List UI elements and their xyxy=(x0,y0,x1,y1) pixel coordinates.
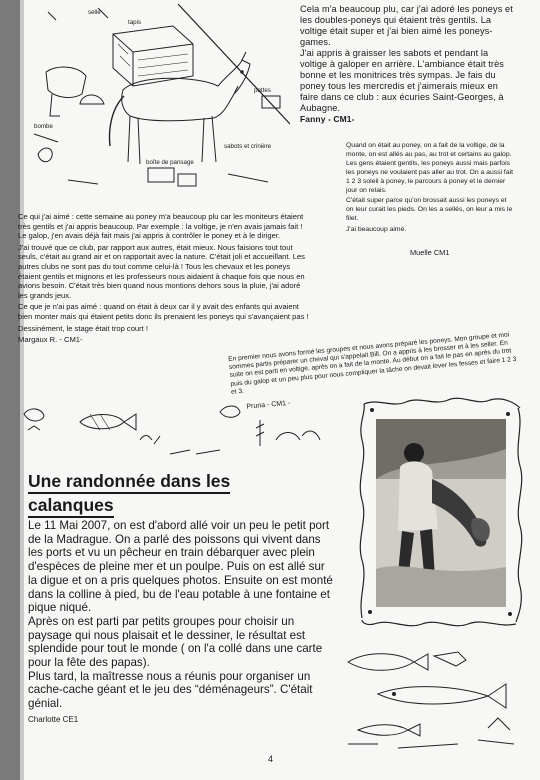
paragraph: Après on est parti par petits groupes pour choisir un paysage qui nous plaisait et le dessiner, le résultat est splendide pour tout le monde ( on l'a collé dans une carte pour la fête des papas). xyxy=(28,614,323,670)
paragraph: En premier nous avons formé les groupes et nous avons préparé les poneys. Mon groupe et moi sommes partis préparer un cheval qui s'appelait Bill. On a appris à les brosser et à les seller. En suite on est parti en voltige, après on a fait de la monte. Au début on a fait le pas en après du trot puis du galop et un peu plus pour nous compliquer la tâche on devait lever les fesses et faire 1 2 3 et 3. xyxy=(228,331,517,396)
page-number: 4 xyxy=(268,754,274,764)
paragraph: Ce qui j'ai aimé : cette semaine au poney m'a beaucoup plu car les moniteurs étaient très gentils et j'ai appris beaucoup. Par exemple : la voltige, je n'en avais jamais fait ! Le galop, j'en avais déjà fait mais j'ai appris à contrôler le poney et à le diriger. xyxy=(18,212,304,241)
photo xyxy=(376,419,506,607)
fish-icon xyxy=(358,725,408,736)
paragraph: Dessinément, le stage était trop court ! xyxy=(18,323,149,333)
paragraph: Quand on était au poney, on a fait de la voltige, de la monte, on est allés au pas, au trot et certains au galop. Les gens étaient gentils, les poneys aussi mais parfois les poneys ne voulaient pas aller au trot. On a aussi fait 1 2 3 soleil à poney, le parcours à poney et le dernier jour on relais. xyxy=(346,142,513,194)
article-body xyxy=(28,519,333,727)
signature: Charlotte CE1 xyxy=(28,714,79,724)
sketch-label-4: tapis xyxy=(128,19,142,26)
article-title-line1: Une randonnée dans les xyxy=(28,470,230,494)
paragraph: J'ai appris à graisser les sabots et pendant la voltige à galoper en arrière. L'ambiance était très bonne et les monitrices très sympas. Je fais du poney tous les mercredis et j'aimerais mieux en faire dans ce club : aux écuries Saint-Georges, à Aubagne. xyxy=(300,48,504,113)
sketch-label-5: boîte de pansage xyxy=(146,159,194,166)
signature: Muelle CM1 xyxy=(410,248,450,258)
binding-shadow xyxy=(20,0,24,780)
sea-doodles xyxy=(20,400,340,466)
binding-edge xyxy=(0,0,20,780)
signature: Fanny - CM1- xyxy=(300,114,355,124)
pony-drawing xyxy=(28,4,290,200)
fanny-testimonial xyxy=(300,4,518,125)
paragraph: C'était super parce qu'on brossait aussi les poneys et on leur curait les pieds. On les a sellés, on leur a mis le filet. xyxy=(346,197,513,223)
fish-icon xyxy=(220,406,240,417)
fish-icon xyxy=(348,654,414,671)
sketch-label-2: bombe xyxy=(34,123,53,130)
sketch-label-6: pattes xyxy=(254,87,271,94)
article-title-line2: calanques xyxy=(28,494,114,518)
paragraph: J'ai trouvé que ce club, par rapport aux autres, était mieux. Nous faisions tout tout seuls, c'était au grand air et on rapportait avec la nature. C'était joli et accueillant. Les autres clubs ne sont pas du tout comme celui-là ! Tous les chevaux et les poneys étaient gentils et mignons et les professeurs nous aidaient à chaque fois que nous en avions besoin. C'était très bien quand nous montions dehors sous la pluie, j'ai adoré les grands jeux. xyxy=(18,242,305,300)
muelle-testimonial xyxy=(346,142,514,258)
margaux-testimonial xyxy=(18,212,310,345)
paragraph: Ce que je n'ai pas aimé : quand on était à deux car il y avait des enfants qui avaient bien monter mais qui étaient petits donc ils prenaient les poneys qui s'avançaient pas ! xyxy=(18,302,309,321)
fish-drawings xyxy=(338,644,528,754)
shell-icon xyxy=(24,409,44,421)
signature: Margaux R. - CM1- xyxy=(18,335,83,345)
paragraph: J'ai beaucoup aimé. xyxy=(346,226,407,234)
paragraph: Cela m'a beaucoup plu, car j'ai adoré les poneys et les doubles-poneys qui étaient très gentils. La voltige était super et j'ai bien aimé les poneys-games. xyxy=(300,4,513,47)
seaweed-icon xyxy=(256,420,264,446)
paragraph: Plus tard, la maîtresse nous a réunis pour organiser un cache-cache géant et le jeu des “déménageurs”. C'était génial. xyxy=(28,669,313,711)
boy-with-fish-photo xyxy=(376,419,506,607)
article-title xyxy=(28,470,230,518)
paragraph: Le 11 Mai 2007, on est d'abord allé voir un peu le petit port de la Madrague. On a parlé des poissons qui vivent dans les ports et vu un pêcheur en train débarquer avec plein d'espèces de pleine mer et un poulpe. Puis on est allé sur la digue et on a pris quelques photos. Ensuite on est monté dans la colline à pied, bu de l'eau potable à une fontaine et pique niqué. xyxy=(28,519,333,615)
signature: Pruna - CM1 - xyxy=(246,399,291,411)
sketch-label-1: selle xyxy=(88,9,101,16)
sketch-label-3: sabots et crinière xyxy=(224,143,272,150)
